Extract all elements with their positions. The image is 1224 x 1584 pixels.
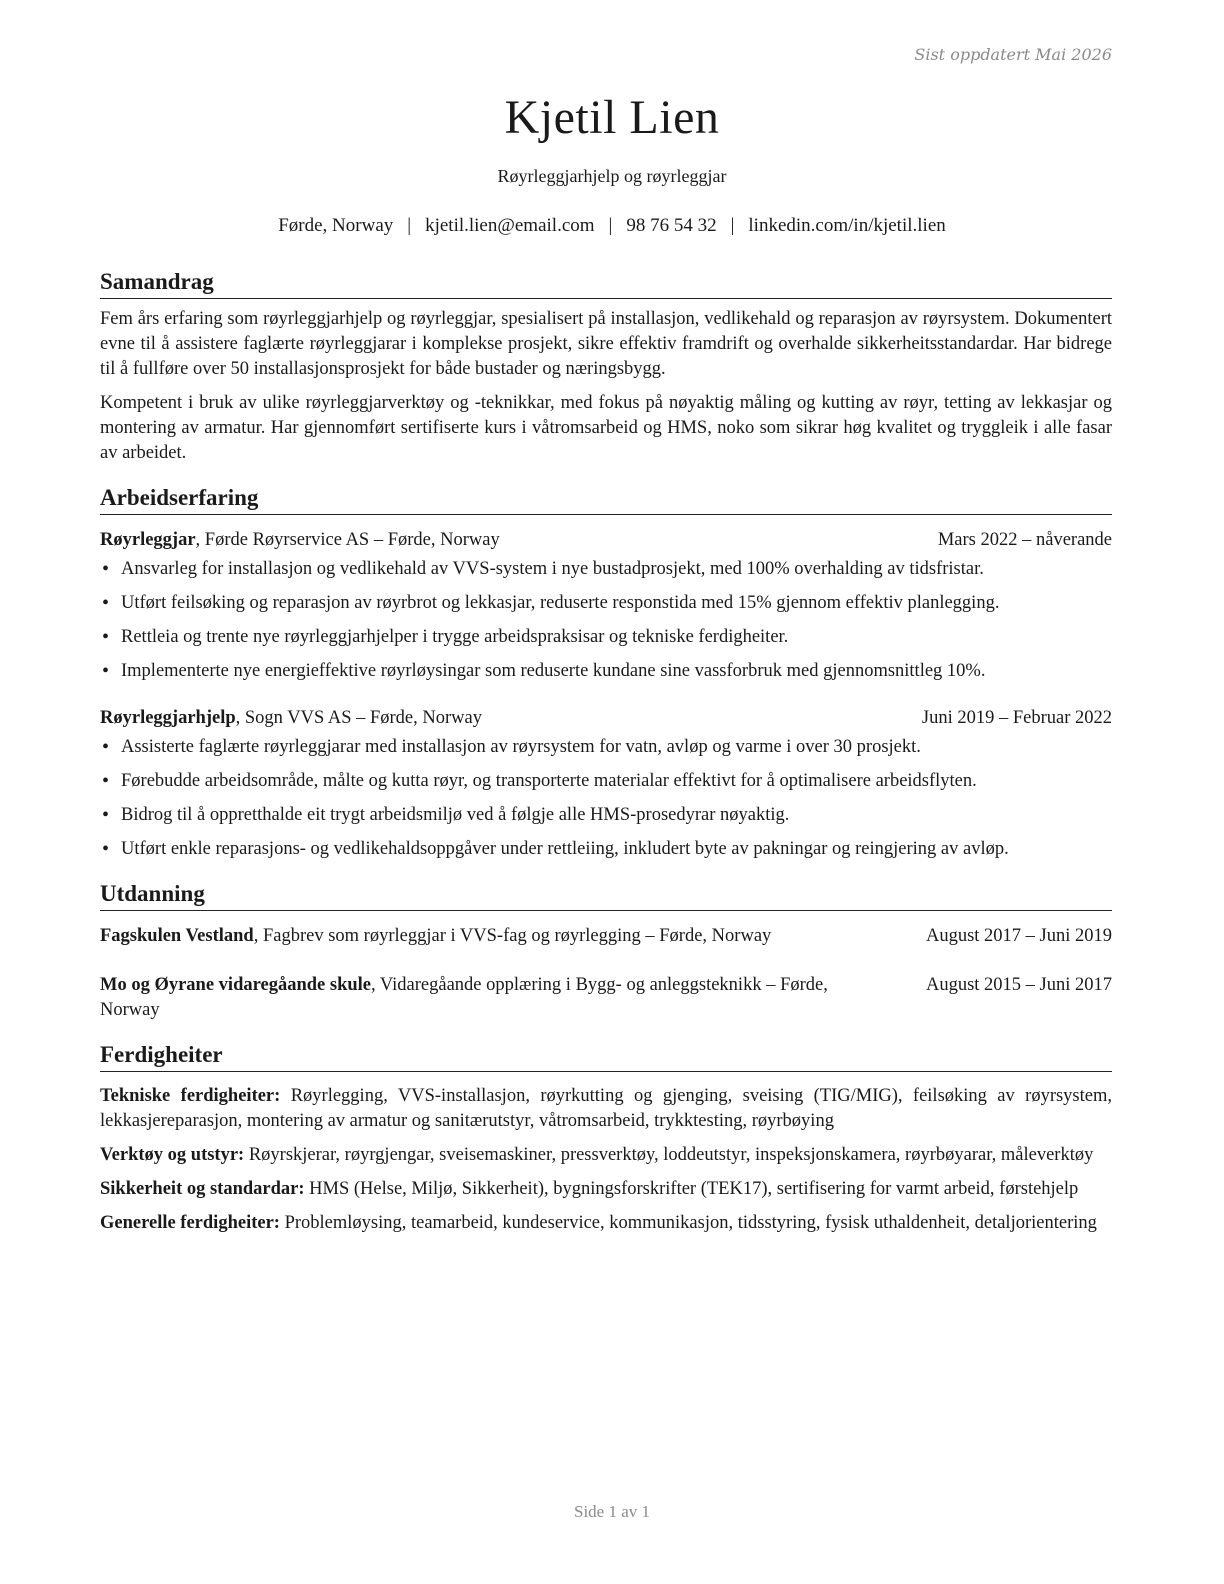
contact-line	[0, 215, 1224, 237]
contact-separator: |	[407, 215, 412, 236]
education-section	[100, 880, 1112, 1023]
resume-body	[100, 268, 1112, 1236]
page-number: Side 1 av 1	[573, 1502, 651, 1521]
skill-label: Generelle ferdigheiter:	[100, 1213, 280, 1233]
job-company: , Sogn VVS AS – Førde, Norway	[235, 708, 482, 728]
job-dates: Mars 2022 – nåverande	[937, 530, 1112, 550]
job-bullet: • Rettleia og trente nye røyrleggjarhjelper i trygge arbeidspraksisar og tekniske ferdigheiter.	[100, 625, 1112, 650]
section-title: Utdanning	[100, 880, 1112, 911]
skill-label: Sikkerheit og standardar:	[100, 1179, 305, 1199]
skill-row	[100, 1143, 1112, 1168]
education-detail: , Fagbrev som røyrleggjar i VVS-fag og røyrlegging – Førde, Norway	[253, 926, 772, 946]
skill-text: HMS (Helse, Miljø, Sikkerheit), bygningsforskrifter (TEK17), sertifisering for varmt arbeid, førstehjelp	[304, 1179, 1079, 1199]
summary-paragraph: Fem års erfaring som røyrleggjarhjelp og røyrleggjar, spesialisert på installasjon, vedlikehald og reparasjon av røyrsystem. Dokumentert evne til å assistere faglærte røyrleggjarar i komplekse prosjekt, sikre effektiv framdrift og overhalde sikkerheitsstandardar. Har bidrege til å fullføre over 50 installasjonsprosjekt for både bustader og næringsbygg.	[100, 309, 1112, 379]
job-entry	[100, 528, 1112, 684]
summary-section	[100, 268, 1112, 466]
last-updated-note: Sist oppdatert Mai 2026	[914, 45, 1112, 64]
section-title: Arbeidserfaring	[100, 484, 1112, 515]
job-header	[100, 528, 1112, 553]
skill-row	[100, 1177, 1112, 1202]
job-dates: Juni 2019 – Februar 2022	[921, 708, 1112, 728]
job-bullet: • Implementerte nye energieffektive røyrløysingar som reduserte kundane sine vassforbruk med gjennomsnittleg 10%.	[100, 659, 1112, 684]
skill-label: Tekniske ferdigheiter:	[100, 1086, 281, 1106]
skill-row	[100, 1211, 1112, 1236]
education-school: Fagskulen Vestland	[100, 926, 254, 946]
skill-row	[100, 1084, 1112, 1134]
contact-separator: |	[608, 215, 613, 236]
person-name: Kjetil Lien	[504, 91, 720, 144]
summary-paragraph: Kompetent i bruk av ulike røyrleggjarverktøy og -teknikkar, med fokus på nøyaktig måling og kutting av røyr, tetting av lekkasjar og montering av armatur. Har gjennomført sertifiserte kurs i våtromsarbeid og HMS, noko som sikrar høg kvalitet og tryggleik i alle fasar av arbeidet.	[100, 393, 1112, 463]
job-entry	[100, 706, 1112, 862]
skill-text: Problemløysing, teamarbeid, kundeservice, kommunikasjon, tidsstyring, fysisk uthaldenheit, detaljorientering	[279, 1213, 1097, 1233]
education-dates: August 2017 – Juni 2019	[925, 926, 1112, 946]
education-entry	[100, 924, 1112, 949]
education-school: Mo og Øyrane vidaregåande skule	[100, 975, 371, 995]
job-bullet: • Assisterte faglærte røyrleggjarar med installasjon av røyrsystem for vatn, avløp og varme i over 30 prosjekt.	[100, 735, 1112, 760]
skill-text: Røyrskjerar, røyrgjengar, sveisemaskiner, pressverktøy, loddeutstyr, inspeksjonskamera, røyrbøyarar, måleverktøy	[244, 1145, 1094, 1165]
job-bullet: • Ansvarleg for installasjon og vedlikehald av VVS-system i nye bustadprosjekt, med 100% overhalding av tidsfristar.	[100, 557, 1112, 582]
resume-header	[0, 88, 1224, 237]
job-header	[100, 706, 1112, 731]
job-bullet: • Bidrog til å oppretthalde eit trygt arbeidsmiljø ved å følgje alle HMS-prosedyrar nøyaktig.	[100, 803, 1112, 828]
contact-linkedin[interactable]: linkedin.com/in/kjetil.lien	[748, 215, 946, 236]
job-role: Røyrleggjarhjelp	[100, 708, 236, 728]
contact-separator: |	[730, 215, 735, 236]
contact-phone: 98 76 54 32	[626, 215, 717, 236]
education-dates: August 2015 – Juni 2017	[925, 975, 1112, 995]
job-bullet: • Førebudde arbeidsområde, målte og kutta røyr, og transporterte materialar effektivt for å optimalisere arbeidsflyten.	[100, 769, 1112, 794]
section-title: Samandrag	[100, 268, 1112, 299]
experience-section	[100, 484, 1112, 862]
job-role: Røyrleggjar	[100, 530, 196, 550]
job-bullets	[100, 735, 1112, 862]
job-company: , Førde Røyrservice AS – Førde, Norway	[195, 530, 500, 550]
job-bullet: • Utført feilsøking og reparasjon av røyrbrot og lekkasjar, reduserte responstida med 15% gjennom effektiv planlegging.	[100, 591, 1112, 616]
job-bullet: • Utført enkle reparasjons- og vedlikehaldsoppgåver under rettleiing, inkludert byte av pakningar og reingjering av avløp.	[100, 837, 1112, 862]
section-title: Ferdigheiter	[100, 1041, 1112, 1072]
education-entry	[100, 973, 1112, 1023]
contact-email[interactable]: kjetil.lien@email.com	[425, 215, 595, 236]
contact-location: Førde, Norway	[278, 215, 394, 236]
job-subtitle: Røyrleggjarhjelp og røyrleggjar	[497, 166, 727, 186]
job-bullets	[100, 557, 1112, 684]
education-detail: , Vidaregåande opplæring i Bygg- og anleggsteknikk – Førde, Norway	[100, 975, 828, 1020]
skills-section	[100, 1041, 1112, 1236]
skill-label: Verktøy og utstyr:	[100, 1145, 245, 1165]
skill-text: Røyrlegging, VVS-installasjon, røyrkutting og gjenging, sveising (TIG/MIG), feilsøking av røyrsystem, lekkasjereparasjon, montering av armatur og sanitærutstyr, våtromsarbeid, trykktesting, røyrbøying	[100, 1086, 1112, 1131]
